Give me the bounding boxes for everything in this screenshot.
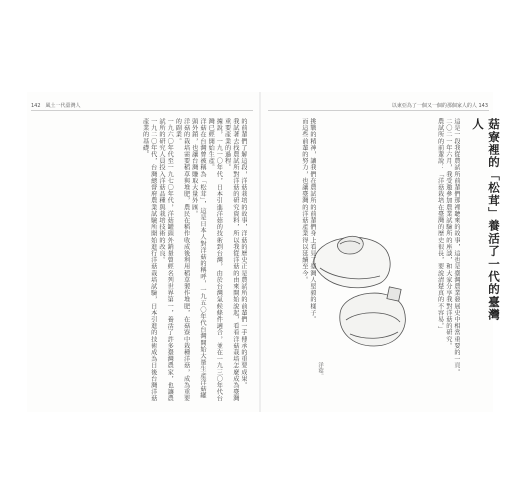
paragraph: 的前輩們了解這段，洋菇栽培的故事，洋菇的歷史正是農試所的前輩們一手傳承的重要成果。 — [240, 118, 247, 389]
paragraph: 二〇二一年六月，我受邀參加農業試驗所的座談，和大家分享我對洋菇的研究。 — [444, 118, 452, 349]
paragraph: 農試所的前輩說：「洋菇栽培在臺灣的歷史很長，要說清楚真的不容易。」 — [436, 118, 444, 333]
paragraph: 挑戰的精神，讓我們在農試所的前輩們身上看見了臺灣人堅毅的樣子。 — [309, 118, 316, 323]
paragraph: 洋菇在台灣曾被稱為「松茸」，這是日本人對洋菇的稱呼，一九五〇年代台灣開始大量生產洋菇罐頭外銷，也讓台灣賺取大量外匯。 — [190, 118, 206, 399]
paragraph: 我試著去找農試所對洋菇的研究資料，所以我從洋菇的由來開始說起，看看洋菇栽培怎麼成為臺灣重要產業的過程。 — [223, 118, 239, 402]
right-page-text — [410, 118, 460, 404]
paragraph: 洋菇的栽培需要稻草與堆肥，農民在稻作收成後利用稻草製作堆肥，在菇寮中栽種洋菇，成為重要的副業。 — [174, 118, 190, 402]
figure-caption: 洋菇。 — [317, 362, 323, 379]
left-running-header: 142 風土一代臺灣人 — [31, 103, 81, 109]
chapter-title: 菇寮裡的「松茸」養活了一代的臺灣人 — [471, 118, 501, 322]
right-header-rule — [268, 110, 489, 111]
left-header-rule — [31, 110, 253, 111]
paragraph: 這是一段我從農試所前輩們那裡聽來的故事，這也是臺灣農業發展史中相當重要的一頁。 — [453, 118, 460, 376]
paragraph: 一九二〇年代，台灣總督府農業試驗所開始進行洋菇栽培試驗，日本引進的技術成為日後台灣洋菇產業的基礎。 — [141, 118, 157, 402]
right-running-header: 以東亞為了一個又一個的那個家人的人 143 — [391, 103, 488, 109]
mushroom-illustration — [300, 222, 412, 354]
mushroom-drawing — [300, 222, 412, 354]
paragraph: 而這些前輩的努力，也讓臺灣的洋菇產業得以延續至今。 — [300, 118, 308, 283]
right-page-lower-text — [268, 118, 316, 404]
paragraph: 據說，一九一〇年代，日本引進洋菇的技術到台灣，由於台灣氣候條件適合，並在一九三〇年代台灣已經開始生產。 — [207, 118, 223, 402]
left-page-text — [35, 118, 247, 404]
paragraph: 一九六〇年代至一九七〇年代，洋菇罐頭外銷量曾經名列世界第一，養活了許多臺灣農家，也讓農試所的研究人員投入洋菇品種與栽培技術的改良。 — [157, 118, 174, 402]
